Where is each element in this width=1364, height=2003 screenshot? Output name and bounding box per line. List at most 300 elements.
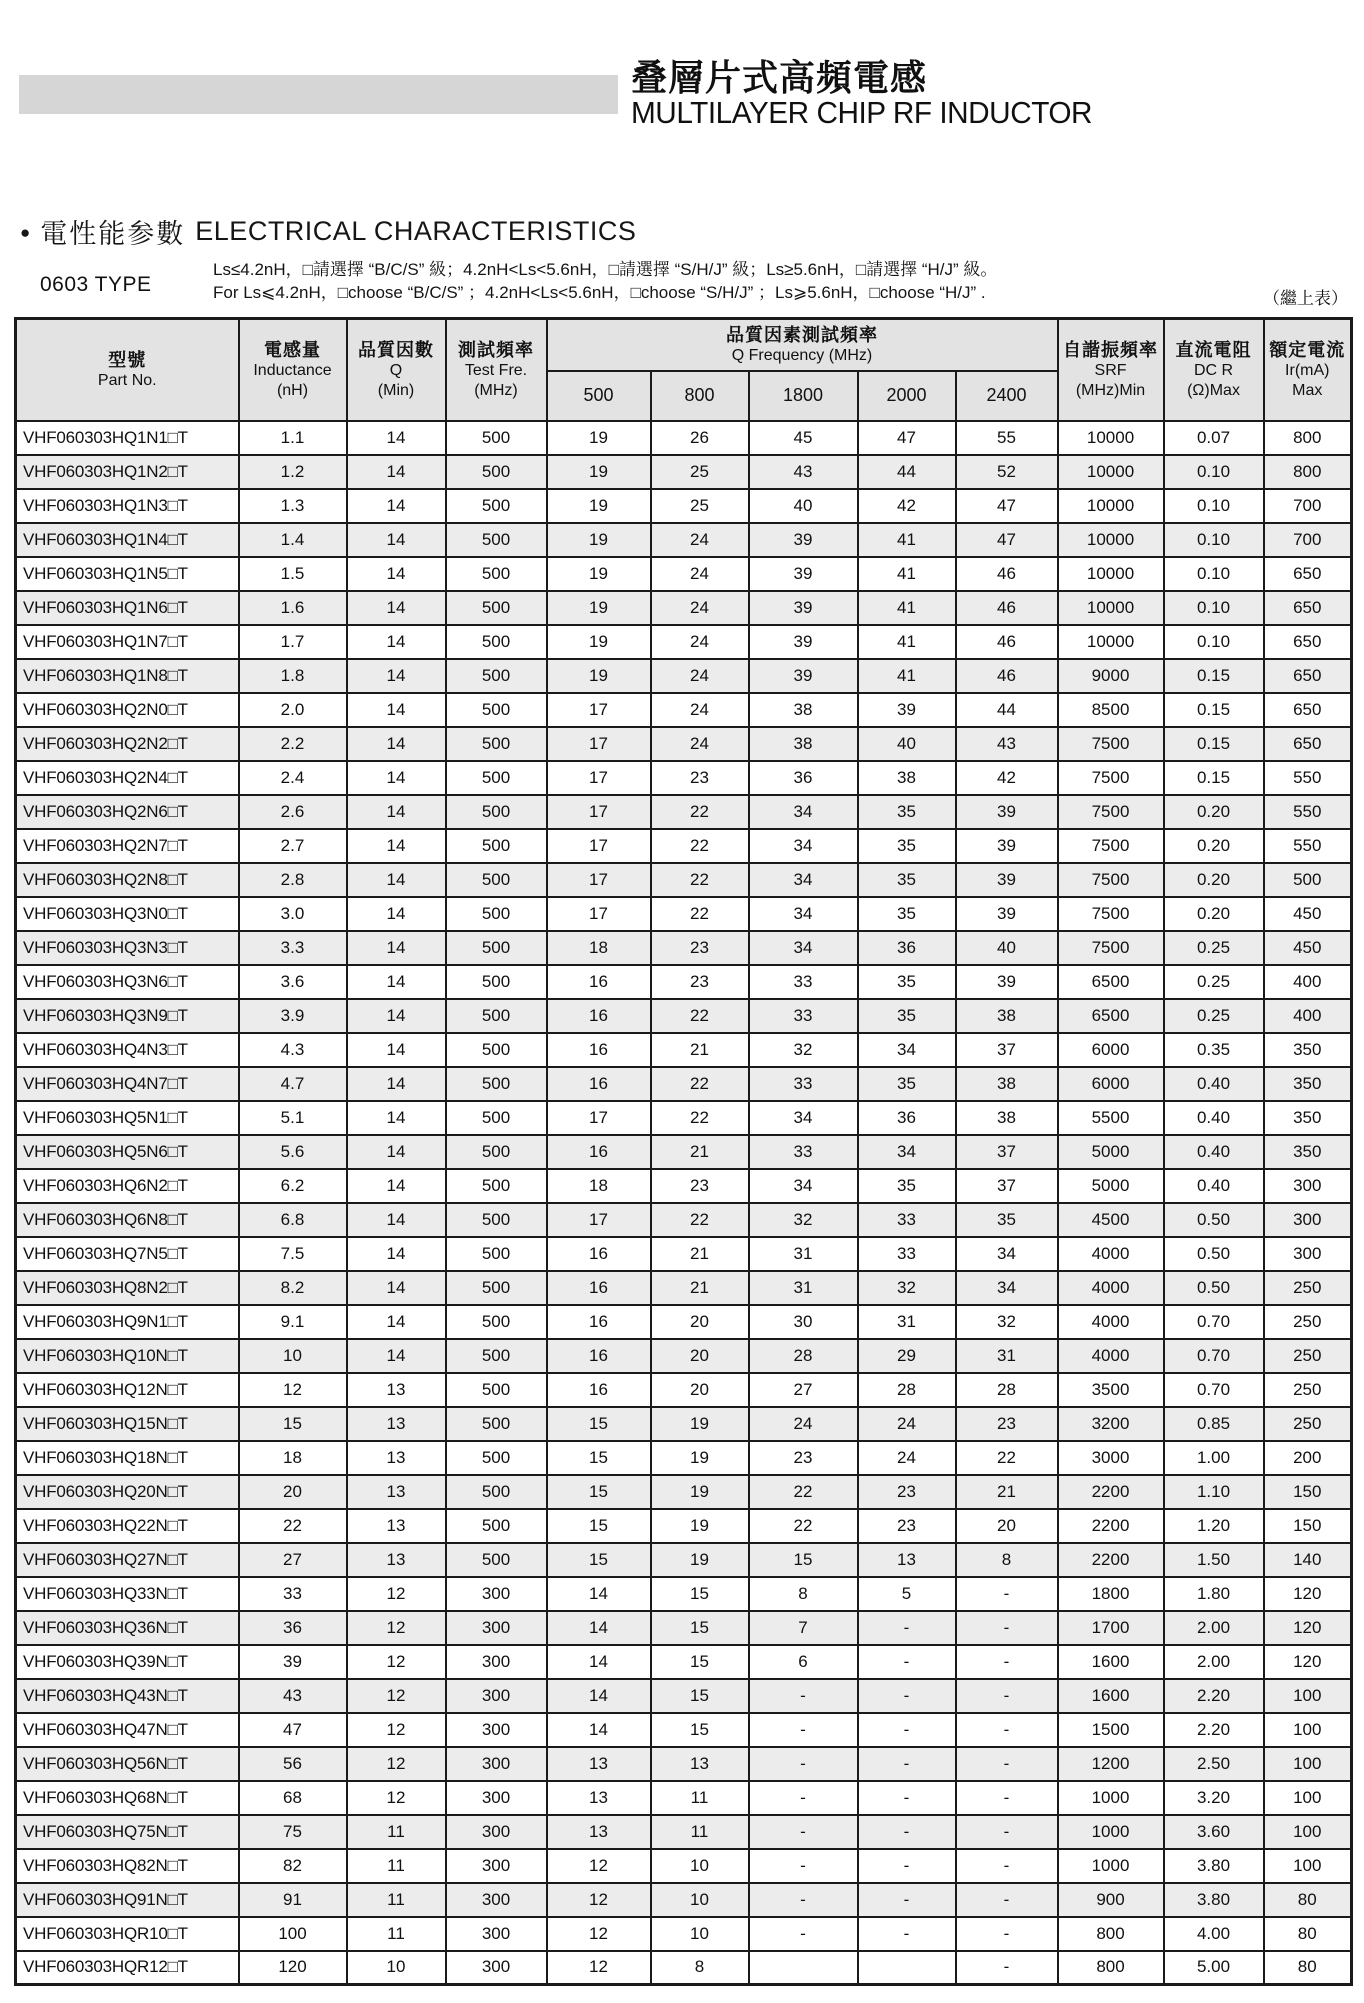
q-at-800-cell: 23	[651, 1169, 749, 1203]
q-at-2400-cell: 46	[956, 625, 1058, 659]
q-at-800-cell: 19	[651, 1407, 749, 1441]
srf-cell: 900	[1058, 1883, 1164, 1917]
q-min-cell: 11	[347, 1917, 446, 1951]
ir-cell: 400	[1264, 965, 1352, 999]
srf-cell: 10000	[1058, 523, 1164, 557]
q-at-800-cell: 21	[651, 1271, 749, 1305]
ir-cell: 100	[1264, 1679, 1352, 1713]
q-at-2400-cell: 37	[956, 1169, 1058, 1203]
part-no-cell: VHF060303HQ4N3□T	[16, 1033, 239, 1067]
inductance-cell: 10	[239, 1339, 347, 1373]
srf-cell: 1600	[1058, 1645, 1164, 1679]
dcr-cell: 3.80	[1164, 1849, 1264, 1883]
table-row	[16, 1135, 1352, 1169]
test-freq-cell: 300	[446, 1781, 547, 1815]
col-header-q-en: Q	[389, 361, 403, 379]
q-at-1800-cell: 38	[749, 727, 858, 761]
ir-cell: 120	[1264, 1645, 1352, 1679]
q-at-1800-cell: 43	[749, 455, 858, 489]
q-at-2400-cell: 47	[956, 489, 1058, 523]
q-at-2000-cell: 38	[858, 761, 956, 795]
part-no-cell: VHF060303HQ68N□T	[16, 1781, 239, 1815]
part-no-cell: VHF060303HQ1N1□T	[16, 421, 239, 455]
section-title-en: ELECTRICAL CHARACTERISTICS	[195, 216, 637, 246]
test-freq-cell: 500	[446, 1441, 547, 1475]
q-at-500-cell: 12	[547, 1951, 651, 1985]
srf-cell: 7500	[1058, 761, 1164, 795]
q-at-500-cell: 16	[547, 1135, 651, 1169]
q-at-800-cell: 22	[651, 897, 749, 931]
q-at-2000-cell: 13	[858, 1543, 956, 1577]
inductance-cell: 100	[239, 1917, 347, 1951]
q-at-2000-cell: 39	[858, 693, 956, 727]
inductance-cell: 1.5	[239, 557, 347, 591]
part-no-cell: VHF060303HQ2N6□T	[16, 795, 239, 829]
q-at-2400-cell: -	[956, 1883, 1058, 1917]
spec-table	[14, 317, 1353, 1986]
q-at-2400-cell: 32	[956, 1305, 1058, 1339]
dcr-cell: 0.07	[1164, 421, 1264, 455]
srf-cell: 3500	[1058, 1373, 1164, 1407]
inductance-cell: 2.4	[239, 761, 347, 795]
srf-cell: 800	[1058, 1951, 1164, 1985]
table-row	[16, 1271, 1352, 1305]
q-at-1800-cell: 39	[749, 523, 858, 557]
inductance-cell: 12	[239, 1373, 347, 1407]
part-no-cell: VHF060303HQ12N□T	[16, 1373, 239, 1407]
q-at-800-cell: 20	[651, 1305, 749, 1339]
q-at-500-cell: 17	[547, 761, 651, 795]
table-row	[16, 659, 1352, 693]
q-at-500-cell: 17	[547, 897, 651, 931]
q-at-2000-cell: -	[858, 1679, 956, 1713]
type-label: 0603 TYPE	[40, 273, 152, 296]
q-at-500-cell: 14	[547, 1645, 651, 1679]
ir-cell: 650	[1264, 693, 1352, 727]
inductance-cell: 2.7	[239, 829, 347, 863]
q-at-2400-cell: -	[956, 1849, 1058, 1883]
test-freq-cell: 500	[446, 557, 547, 591]
inductance-cell: 20	[239, 1475, 347, 1509]
ir-cell: 80	[1264, 1951, 1352, 1985]
q-at-2400-cell: 23	[956, 1407, 1058, 1441]
part-no-cell: VHF060303HQ3N9□T	[16, 999, 239, 1033]
col-header-test-freq-zh: 測試頻率	[458, 339, 534, 360]
srf-cell: 1600	[1058, 1679, 1164, 1713]
test-freq-cell: 500	[446, 659, 547, 693]
dcr-cell: 0.20	[1164, 795, 1264, 829]
ir-cell: 650	[1264, 727, 1352, 761]
table-row	[16, 489, 1352, 523]
part-no-cell: VHF060303HQ1N8□T	[16, 659, 239, 693]
ir-cell: 650	[1264, 557, 1352, 591]
srf-cell: 10000	[1058, 421, 1164, 455]
col-header-q-zh: 品質因數	[358, 339, 434, 360]
q-at-2000-cell: 33	[858, 1237, 956, 1271]
q-at-2000-cell: -	[858, 1815, 956, 1849]
dcr-cell: 0.40	[1164, 1101, 1264, 1135]
q-at-2400-cell: 39	[956, 829, 1058, 863]
col-header-test-freq	[446, 319, 547, 421]
q-at-500-cell: 15	[547, 1475, 651, 1509]
test-freq-cell: 500	[446, 795, 547, 829]
q-at-2000-cell: -	[858, 1645, 956, 1679]
srf-cell: 7500	[1058, 897, 1164, 931]
q-at-800-cell: 15	[651, 1679, 749, 1713]
q-at-2400-cell: 55	[956, 421, 1058, 455]
dcr-cell: 1.80	[1164, 1577, 1264, 1611]
q-at-2000-cell: 36	[858, 1101, 956, 1135]
q-min-cell: 14	[347, 761, 446, 795]
q-at-1800-cell: 31	[749, 1237, 858, 1271]
q-at-2000-cell: 23	[858, 1475, 956, 1509]
srf-cell: 7500	[1058, 829, 1164, 863]
q-at-2000-cell: 35	[858, 795, 956, 829]
q-at-2400-cell: 38	[956, 1101, 1058, 1135]
dcr-cell: 2.20	[1164, 1679, 1264, 1713]
part-no-cell: VHF060303HQ1N7□T	[16, 625, 239, 659]
part-no-cell: VHF060303HQR12□T	[16, 1951, 239, 1985]
part-no-cell: VHF060303HQ1N3□T	[16, 489, 239, 523]
q-at-800-cell: 21	[651, 1135, 749, 1169]
test-freq-cell: 500	[446, 1237, 547, 1271]
q-min-cell: 14	[347, 965, 446, 999]
q-at-800-cell: 21	[651, 1237, 749, 1271]
q-at-800-cell: 24	[651, 693, 749, 727]
q-at-500-cell: 16	[547, 1305, 651, 1339]
col-header-inductance-zh: 電感量	[264, 339, 321, 360]
q-at-800-cell: 22	[651, 1067, 749, 1101]
q-at-1800-cell: -	[749, 1815, 858, 1849]
part-no-cell: VHF060303HQ20N□T	[16, 1475, 239, 1509]
test-freq-cell: 300	[446, 1611, 547, 1645]
dcr-cell: 4.00	[1164, 1917, 1264, 1951]
q-at-500-cell: 13	[547, 1747, 651, 1781]
ir-cell: 100	[1264, 1747, 1352, 1781]
col-header-srf-zh: 自諧振頻率	[1063, 339, 1159, 360]
ir-cell: 100	[1264, 1815, 1352, 1849]
q-at-2000-cell: 35	[858, 965, 956, 999]
dcr-cell: 0.15	[1164, 693, 1264, 727]
ir-cell: 800	[1264, 421, 1352, 455]
srf-cell: 2200	[1058, 1509, 1164, 1543]
q-at-1800-cell: 31	[749, 1271, 858, 1305]
q-at-1800-cell: 38	[749, 693, 858, 727]
q-at-1800-cell: 34	[749, 931, 858, 965]
col-header-freq-500: 500	[547, 371, 651, 421]
part-no-cell: VHF060303HQ4N7□T	[16, 1067, 239, 1101]
srf-cell: 7500	[1058, 863, 1164, 897]
ir-cell: 250	[1264, 1305, 1352, 1339]
table-row	[16, 557, 1352, 591]
q-at-1800-cell: -	[749, 1849, 858, 1883]
selection-notes	[213, 258, 997, 304]
q-min-cell: 14	[347, 591, 446, 625]
dcr-cell: 0.10	[1164, 489, 1264, 523]
part-no-cell: VHF060303HQR10□T	[16, 1917, 239, 1951]
ir-cell: 150	[1264, 1509, 1352, 1543]
inductance-cell: 1.6	[239, 591, 347, 625]
inductance-cell: 39	[239, 1645, 347, 1679]
part-no-cell: VHF060303HQ1N5□T	[16, 557, 239, 591]
q-at-2400-cell: 39	[956, 965, 1058, 999]
q-at-2000-cell: 5	[858, 1577, 956, 1611]
dcr-cell: 1.10	[1164, 1475, 1264, 1509]
q-at-1800-cell: -	[749, 1713, 858, 1747]
inductance-cell: 27	[239, 1543, 347, 1577]
ir-cell: 400	[1264, 999, 1352, 1033]
q-at-2400-cell: 39	[956, 863, 1058, 897]
ir-cell: 450	[1264, 897, 1352, 931]
ir-cell: 80	[1264, 1917, 1352, 1951]
srf-cell: 800	[1058, 1917, 1164, 1951]
inductance-cell: 7.5	[239, 1237, 347, 1271]
q-at-500-cell: 19	[547, 625, 651, 659]
inductance-cell: 8.2	[239, 1271, 347, 1305]
q-at-500-cell: 17	[547, 795, 651, 829]
q-at-800-cell: 20	[651, 1339, 749, 1373]
table-row	[16, 1475, 1352, 1509]
table-row	[16, 931, 1352, 965]
q-at-500-cell: 12	[547, 1883, 651, 1917]
q-at-1800-cell: 33	[749, 1135, 858, 1169]
ir-cell: 250	[1264, 1339, 1352, 1373]
q-at-2000-cell: -	[858, 1747, 956, 1781]
srf-cell: 6000	[1058, 1033, 1164, 1067]
dcr-cell: 0.70	[1164, 1373, 1264, 1407]
section-title-zh: 電性能参數	[40, 219, 186, 249]
col-header-q-freq-group-zh: 品質因素測試頻率	[726, 324, 878, 345]
test-freq-cell: 500	[446, 1543, 547, 1577]
q-min-cell: 14	[347, 557, 446, 591]
q-at-800-cell: 24	[651, 625, 749, 659]
part-no-cell: VHF060303HQ27N□T	[16, 1543, 239, 1577]
q-at-2400-cell: -	[956, 1815, 1058, 1849]
header-gray-bar	[19, 75, 618, 114]
q-at-800-cell: 13	[651, 1747, 749, 1781]
table-row	[16, 1679, 1352, 1713]
part-no-cell: VHF060303HQ18N□T	[16, 1441, 239, 1475]
q-at-2400-cell: 42	[956, 761, 1058, 795]
dcr-cell: 2.00	[1164, 1645, 1264, 1679]
srf-cell: 10000	[1058, 489, 1164, 523]
q-at-800-cell: 19	[651, 1509, 749, 1543]
q-at-1800-cell: 32	[749, 1033, 858, 1067]
test-freq-cell: 500	[446, 1373, 547, 1407]
part-no-cell: VHF060303HQ39N□T	[16, 1645, 239, 1679]
col-header-inductance	[239, 319, 347, 421]
q-at-500-cell: 19	[547, 421, 651, 455]
col-header-part-en: Part No.	[97, 371, 157, 389]
q-at-500-cell: 19	[547, 557, 651, 591]
q-at-500-cell: 16	[547, 1237, 651, 1271]
q-at-800-cell: 24	[651, 591, 749, 625]
q-at-800-cell: 10	[651, 1883, 749, 1917]
dcr-cell: 0.10	[1164, 625, 1264, 659]
selection-note-zh: Ls≤4.2nH，□請選擇 “B/C/S” 級；4.2nH<Ls<5.6nH，□請選擇 “S/H/J” 級；Ls≥5.6nH，□請選擇 “H/J” 級。	[213, 260, 998, 279]
q-at-500-cell: 15	[547, 1543, 651, 1577]
test-freq-cell: 500	[446, 591, 547, 625]
ir-cell: 350	[1264, 1033, 1352, 1067]
q-at-2000-cell: 47	[858, 421, 956, 455]
q-at-2000-cell: 35	[858, 1169, 956, 1203]
table-row	[16, 965, 1352, 999]
q-at-2000-cell: 36	[858, 931, 956, 965]
table-row	[16, 1781, 1352, 1815]
q-at-800-cell: 15	[651, 1577, 749, 1611]
q-at-2400-cell: 34	[956, 1271, 1058, 1305]
col-header-freq-1800: 1800	[749, 371, 858, 421]
srf-cell: 4000	[1058, 1237, 1164, 1271]
part-no-cell: VHF060303HQ8N2□T	[16, 1271, 239, 1305]
col-header-dcr-unit: (Ω)Max	[1187, 381, 1240, 399]
srf-cell: 10000	[1058, 557, 1164, 591]
q-min-cell: 13	[347, 1543, 446, 1577]
table-row	[16, 1577, 1352, 1611]
srf-cell: 1000	[1058, 1781, 1164, 1815]
test-freq-cell: 500	[446, 1067, 547, 1101]
srf-cell: 1000	[1058, 1849, 1164, 1883]
inductance-cell: 75	[239, 1815, 347, 1849]
q-at-2400-cell: 8	[956, 1543, 1058, 1577]
q-at-500-cell: 18	[547, 931, 651, 965]
test-freq-cell: 300	[446, 1645, 547, 1679]
q-at-500-cell: 14	[547, 1679, 651, 1713]
test-freq-cell: 500	[446, 965, 547, 999]
part-no-cell: VHF060303HQ5N1□T	[16, 1101, 239, 1135]
q-at-800-cell: 15	[651, 1645, 749, 1679]
ir-cell: 200	[1264, 1441, 1352, 1475]
q-min-cell: 13	[347, 1373, 446, 1407]
q-at-2400-cell: 46	[956, 659, 1058, 693]
inductance-cell: 5.6	[239, 1135, 347, 1169]
part-no-cell: VHF060303HQ3N3□T	[16, 931, 239, 965]
test-freq-cell: 500	[446, 1135, 547, 1169]
q-at-800-cell: 23	[651, 965, 749, 999]
q-at-1800-cell: 36	[749, 761, 858, 795]
test-freq-cell: 500	[446, 1475, 547, 1509]
srf-cell: 6500	[1058, 965, 1164, 999]
q-at-1800-cell: 7	[749, 1611, 858, 1645]
q-at-2000-cell: 24	[858, 1441, 956, 1475]
table-row	[16, 1509, 1352, 1543]
dcr-cell: 0.50	[1164, 1237, 1264, 1271]
dcr-cell: 0.10	[1164, 591, 1264, 625]
part-no-cell: VHF060303HQ7N5□T	[16, 1237, 239, 1271]
q-at-1800-cell: -	[749, 1679, 858, 1713]
inductance-cell: 1.2	[239, 455, 347, 489]
q-at-2400-cell: 43	[956, 727, 1058, 761]
q-at-800-cell: 22	[651, 863, 749, 897]
ir-cell: 80	[1264, 1883, 1352, 1917]
dcr-cell: 2.50	[1164, 1747, 1264, 1781]
inductance-cell: 33	[239, 1577, 347, 1611]
dcr-cell: 0.25	[1164, 931, 1264, 965]
part-no-cell: VHF060303HQ1N6□T	[16, 591, 239, 625]
srf-cell: 2200	[1058, 1475, 1164, 1509]
q-at-2400-cell: 35	[956, 1203, 1058, 1237]
test-freq-cell: 500	[446, 489, 547, 523]
test-freq-cell: 300	[446, 1849, 547, 1883]
dcr-cell: 2.20	[1164, 1713, 1264, 1747]
q-at-2000-cell: 41	[858, 591, 956, 625]
table-row	[16, 1203, 1352, 1237]
inductance-cell: 2.0	[239, 693, 347, 727]
col-header-ir	[1264, 319, 1352, 421]
part-no-cell: VHF060303HQ3N6□T	[16, 965, 239, 999]
part-no-cell: VHF060303HQ9N1□T	[16, 1305, 239, 1339]
table-row	[16, 795, 1352, 829]
dcr-cell: 0.40	[1164, 1067, 1264, 1101]
table-row	[16, 1033, 1352, 1067]
q-min-cell: 14	[347, 999, 446, 1033]
dcr-cell: 0.35	[1164, 1033, 1264, 1067]
part-no-cell: VHF060303HQ91N□T	[16, 1883, 239, 1917]
q-at-500-cell: 19	[547, 523, 651, 557]
srf-cell: 8500	[1058, 693, 1164, 727]
col-header-dcr-zh: 直流電阻	[1175, 339, 1252, 360]
q-at-2000-cell: 33	[858, 1203, 956, 1237]
q-at-800-cell: 8	[651, 1951, 749, 1985]
test-freq-cell: 300	[446, 1713, 547, 1747]
test-freq-cell: 500	[446, 1339, 547, 1373]
col-header-dcr-en: DC R	[1193, 361, 1234, 379]
q-at-800-cell: 15	[651, 1713, 749, 1747]
q-at-2400-cell: -	[956, 1713, 1058, 1747]
table-row	[16, 455, 1352, 489]
dcr-cell: 0.40	[1164, 1135, 1264, 1169]
inductance-cell: 91	[239, 1883, 347, 1917]
q-at-2000-cell: 34	[858, 1135, 956, 1169]
table-row	[16, 761, 1352, 795]
inductance-cell: 2.2	[239, 727, 347, 761]
ir-cell: 800	[1264, 455, 1352, 489]
q-at-1800-cell: 34	[749, 795, 858, 829]
q-at-2000-cell: 44	[858, 455, 956, 489]
q-min-cell: 14	[347, 1101, 446, 1135]
q-at-2400-cell: -	[956, 1781, 1058, 1815]
q-at-2400-cell: 37	[956, 1135, 1058, 1169]
ir-cell: 100	[1264, 1781, 1352, 1815]
dcr-cell: 0.10	[1164, 455, 1264, 489]
q-min-cell: 13	[347, 1441, 446, 1475]
table-row	[16, 1339, 1352, 1373]
q-at-2400-cell: 28	[956, 1373, 1058, 1407]
q-min-cell: 12	[347, 1611, 446, 1645]
col-header-freq-2000: 2000	[858, 371, 956, 421]
inductance-cell: 82	[239, 1849, 347, 1883]
ir-cell: 250	[1264, 1373, 1352, 1407]
q-min-cell: 12	[347, 1645, 446, 1679]
col-header-part	[16, 319, 239, 421]
ir-cell: 300	[1264, 1237, 1352, 1271]
test-freq-cell: 500	[446, 625, 547, 659]
srf-cell: 4000	[1058, 1305, 1164, 1339]
q-at-500-cell: 13	[547, 1815, 651, 1849]
q-at-500-cell: 16	[547, 999, 651, 1033]
q-at-2400-cell: 37	[956, 1033, 1058, 1067]
table-row	[16, 1441, 1352, 1475]
part-no-cell: VHF060303HQ6N8□T	[16, 1203, 239, 1237]
q-at-2000-cell: 23	[858, 1509, 956, 1543]
q-at-500-cell: 14	[547, 1713, 651, 1747]
q-at-2000-cell: 35	[858, 863, 956, 897]
inductance-cell: 15	[239, 1407, 347, 1441]
ir-cell: 150	[1264, 1475, 1352, 1509]
q-min-cell: 11	[347, 1849, 446, 1883]
srf-cell: 7500	[1058, 931, 1164, 965]
part-no-cell: VHF060303HQ1N4□T	[16, 523, 239, 557]
